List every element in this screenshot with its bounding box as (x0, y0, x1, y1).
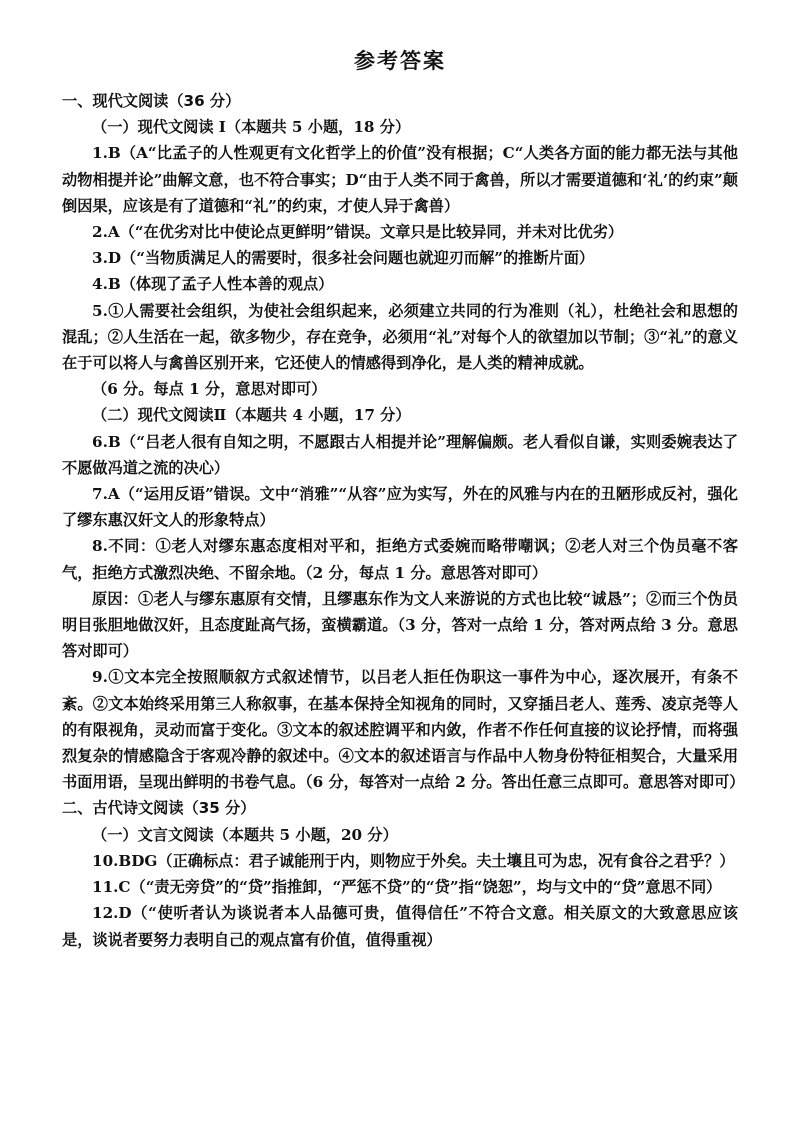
subsection-heading-classical-prose: （一）文言文阅读（本题共 5 小题，20 分） (92, 825, 398, 844)
answer-item-8-reason: 原因：①老人与缪东惠原有交情，且缪惠东作为文人来游说的方式也比较“诚恳”；②而三个伪员明目张胆地做汉奸，且态度趾高气扬，蛮横霸道。（3 分，答对一点给 1 分，答对两点给 3 分。意思答对即可） (62, 589, 738, 661)
page-title: 参考答案 (354, 49, 446, 73)
answer-item-4: 4.B（体现了孟子人性本善的观点） (92, 275, 334, 294)
answer-item-6: 6.B（“吕老人很有自知之明，不愿跟古人相提并论”理解偏颇。老人看似自谦，实则委婉表达了不愿做冯道之流的决心） (62, 432, 738, 477)
answer-item-5: 5.①人需要社会组织，为使社会组织起来，必须建立共同的行为准则（礼），杜绝社会和思想的混乱；②人生活在一起，欲多物少，存在竞争，必须用“礼”对每个人的欲望加以节制；③“礼”的意义在于可以将人与禽兽区别开来，它还使人的情感得到净化，是人类的精神成就。 (62, 301, 738, 373)
answer-item-11: 11.C（“责无旁贷”的“贷”指推卸，“严惩不贷”的“贷”指“饶恕”，均与文中的“贷”意思不同） (92, 878, 722, 897)
scoring-note-5: （6 分。每点 1 分，意思对即可） (92, 380, 327, 399)
answer-item-10: 10.BDG（正确标点：君子诚能刑于内，则物应于外矣。夫土壤且可为忠，况有食谷之君乎？） (92, 851, 735, 870)
answer-item-1: 1.B（A“比孟子的人性观更有文化哲学上的价值”没有根据；C“人类各方面的能力都无法与其他动物相提并论”曲解文意，也不符合事实；D“由于人类不同于禽兽，所以才需要道德和‘礼’的约束”颠倒因果，应该是有了道德和“礼”的约束，才使人异于禽兽） (62, 144, 738, 215)
answer-item-9: 9.①文本完全按照顺叙方式叙述情节，以吕老人拒任伪职这一事件为中心，逐次展开，有条不紊。②文本始终采用第三人称叙事，在基本保持全知视角的同时，又穿插吕老人、莲秀、凌京尧等人的有限视角，灵动而富于变化。③文本的叙述腔调平和内敛，作者不作任何直接的议论抒情，而将强烈复杂的情感隐含于客观冷静的叙述中。④文本的叙述语言与作品中人物身份特征相契合，大量采用书面用语，呈现出鲜明的书卷气息。（6 分，每答对一点给 2 分。答出任意三点即可。意思答对即可） (62, 668, 745, 792)
subsection-heading-reading-1: （一）现代文阅读 I（本题共 5 小题，18 分） (92, 118, 411, 137)
answer-item-7: 7.A（“运用反语”错误。文中“消雅”“从容”应为实写，外在的风雅与内在的丑陋形成反衬，强化了缪东惠汉奸文人的形象特点） (62, 485, 738, 530)
answer-item-12: 12.D（“使听者认为谈说者本人品德可贵，值得信任”不符合文意。相关原文的大致意思应该是，谈说者要努力表明自己的观点富有价值，值得重视） (62, 904, 738, 949)
answer-item-3: 3.D（“当物质满足人的需要时，很多社会问题也就迎刃而解”的推断片面） (92, 249, 595, 268)
answer-item-8: 8.不同：①老人对缪东惠态度相对平和，拒绝方式委婉而略带嘲讽；②老人对三个伪员毫不客气，拒绝方式激烈决绝、不留余地。（2 分，每点 1 分。意思答对即可） (62, 537, 738, 582)
section-heading-classical-reading: 二、古代诗文阅读（35 分） (62, 799, 256, 818)
answer-item-2: 2.A（“在优劣对比中使论点更鲜明”错误。文章只是比较异同，并未对比优劣） (92, 223, 624, 242)
subsection-heading-reading-2: （二）现代文阅读Ⅱ（本题共 4 小题，17 分） (92, 406, 411, 425)
section-heading-modern-reading: 一、现代文阅读（36 分） (62, 92, 241, 110)
